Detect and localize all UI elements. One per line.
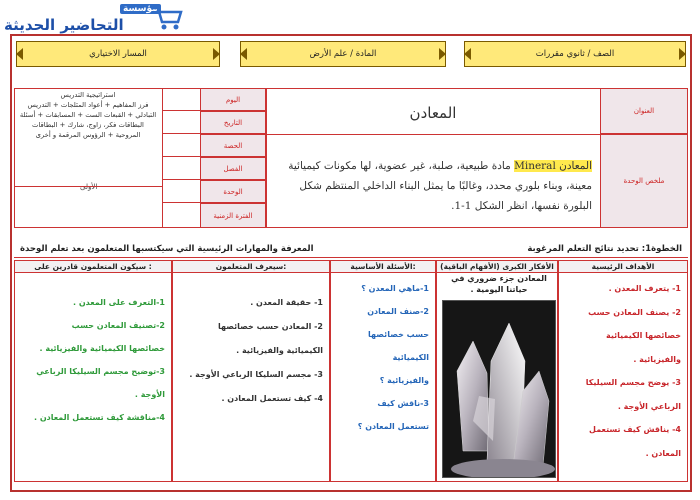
divider — [266, 88, 267, 228]
able-list — [15, 273, 171, 433]
field-unit — [200, 180, 266, 203]
unit-value: الأولى — [80, 183, 98, 191]
list-item: المعادن . — [645, 448, 681, 458]
list-item: والفيزيائية . — [633, 354, 681, 364]
know-column — [172, 260, 330, 482]
track-bar — [16, 41, 220, 67]
field-day — [200, 88, 266, 111]
field-label: الفصل — [223, 164, 243, 173]
list-item: 1-ماهي المعدن ؟ — [361, 284, 429, 293]
cart-icon — [150, 2, 184, 32]
logo-main-text: التحاضير الحديثة — [4, 16, 124, 34]
list-item: حسب خصائصها — [368, 330, 429, 339]
list-item: 1-التعرف على المعدن . — [73, 298, 165, 307]
subject-bar — [240, 41, 446, 67]
step-title: الخطوة1: تحديد نتائج التعلم المرغوبة — [527, 244, 682, 254]
field-label: اليوم — [225, 95, 241, 104]
questions-column — [330, 260, 436, 482]
grade-label: الصف / ثانوي مقررات — [535, 49, 615, 59]
list-item: الكيميائية والفيزيائية . — [236, 346, 323, 355]
lesson-title: المعادن — [409, 104, 457, 122]
field-date — [200, 111, 266, 134]
list-item: 2- المعادن حسب خصائصها — [217, 322, 323, 331]
list-item: 1- يتعرف المعدن . — [608, 284, 681, 293]
teaching-strategy — [14, 90, 162, 186]
list-item: والفيزيائية ؟ — [379, 376, 429, 385]
goals-list — [559, 273, 687, 469]
able-head: سيكون المتعلمون قادرين على : — [15, 261, 171, 273]
list-item: خصائصها الكيميائية والفيزيائية . — [39, 344, 165, 353]
list-item: الأوجة . — [134, 390, 165, 399]
title-label: العنوان — [633, 107, 655, 115]
field-label: الفترة الزمنية — [213, 211, 253, 220]
list-item: 2- يصنف المعادن حسب — [588, 307, 681, 317]
strategy-empty-row — [14, 186, 162, 222]
field-duration — [200, 203, 266, 228]
strategy-line: فرز المفاهيم + أعواد المثلجات + التدريس — [27, 101, 149, 109]
list-item: تستعمل المعادن ؟ — [357, 422, 429, 431]
summary-highlight: المعادن Mineral — [514, 160, 592, 172]
list-item: خصائصها الكيميائية — [605, 331, 681, 340]
summary-text: مادة طبيعية، صلبة، غير عضوية، لها مكونات كيميائية معينة، وبناء بلوري محدد، وغالبًا ما يمثل البناء الداخلي المنتظم شكل البلورة نفسها، انظر الشكل 1-1. — [288, 160, 592, 212]
title-label-cell — [600, 88, 688, 134]
subject-label: المادة / علم الأرض — [309, 49, 377, 59]
quartz-crystal-image — [442, 300, 556, 478]
field-period — [200, 134, 266, 157]
know-list — [173, 273, 329, 415]
big-idea-caption: المعادن جزء ضروري في حياتنا اليومية . — [451, 274, 547, 294]
field-label: الحصة — [223, 141, 243, 150]
field-values — [162, 88, 200, 228]
list-item: الرباعي الأوجة . — [617, 401, 681, 411]
field-label: التاريخ — [223, 118, 243, 127]
list-item: 2-تصنيف المعادن حسب — [71, 321, 165, 330]
field-label: الوحدة — [223, 187, 243, 196]
list-item: 3- يوضح مجسم السيليكا — [585, 378, 681, 387]
list-item: 1- حقيقة المعدن . — [250, 298, 323, 307]
know-head: سيعرف المتعلمون: — [173, 261, 329, 273]
divider — [266, 134, 600, 135]
summary-label-cell — [600, 134, 688, 228]
list-item: 4-مناقشة كيف تستعمل المعادن . — [34, 413, 165, 422]
strategy-line: استراتيجية التدريس — [60, 91, 116, 99]
list-item: 2-صنف المعادن — [367, 307, 429, 316]
field-class — [200, 157, 266, 180]
goals-head: الأهداف الرئيسية — [559, 261, 687, 273]
questions-head: الأسئلة الأساسية: — [331, 261, 435, 273]
strategy-line: البطاقات فكر، زاوج، شارك + البطاقات — [32, 121, 144, 129]
big-ideas-head: الأفكار الكبرى (الأفهام الباقية) — [437, 261, 557, 273]
knowledge-title: المعرفة والمهارات الرئيسية التي سيكتسبها المتعلمون بعد تعلم الوحدة — [20, 244, 314, 254]
questions-list — [331, 273, 435, 442]
strategy-line: التبادلي + القبعات الست + المسابقات + أسئلة — [19, 111, 157, 119]
list-item: 4- كيف تستعمل المعادن . — [221, 394, 323, 403]
step-title-bar — [14, 241, 688, 258]
grade-bar — [464, 41, 686, 67]
track-label: المسار الاختياري — [89, 49, 147, 59]
list-item: 4- يناقش كيف تستعمل — [589, 425, 681, 434]
list-item: 3-توضيح مجسم السيليكا الرباعي — [36, 367, 165, 376]
crystal-illustration — [443, 301, 556, 478]
summary-label: ملخص الوحدة — [623, 177, 665, 185]
strategy-line: المروحية + الرؤوس المرقمة و أخرى — [35, 131, 141, 139]
goals-column — [558, 260, 688, 482]
logo-sub-text: مؤسسة — [120, 4, 161, 14]
unit-summary — [268, 152, 598, 220]
list-item: الكيميائية — [392, 353, 429, 362]
list-item: 3-ناقش كيف — [377, 399, 429, 408]
list-item: 3- مجسم السليكا الرباعي الأوجة . — [189, 370, 323, 379]
able-column — [14, 260, 172, 482]
